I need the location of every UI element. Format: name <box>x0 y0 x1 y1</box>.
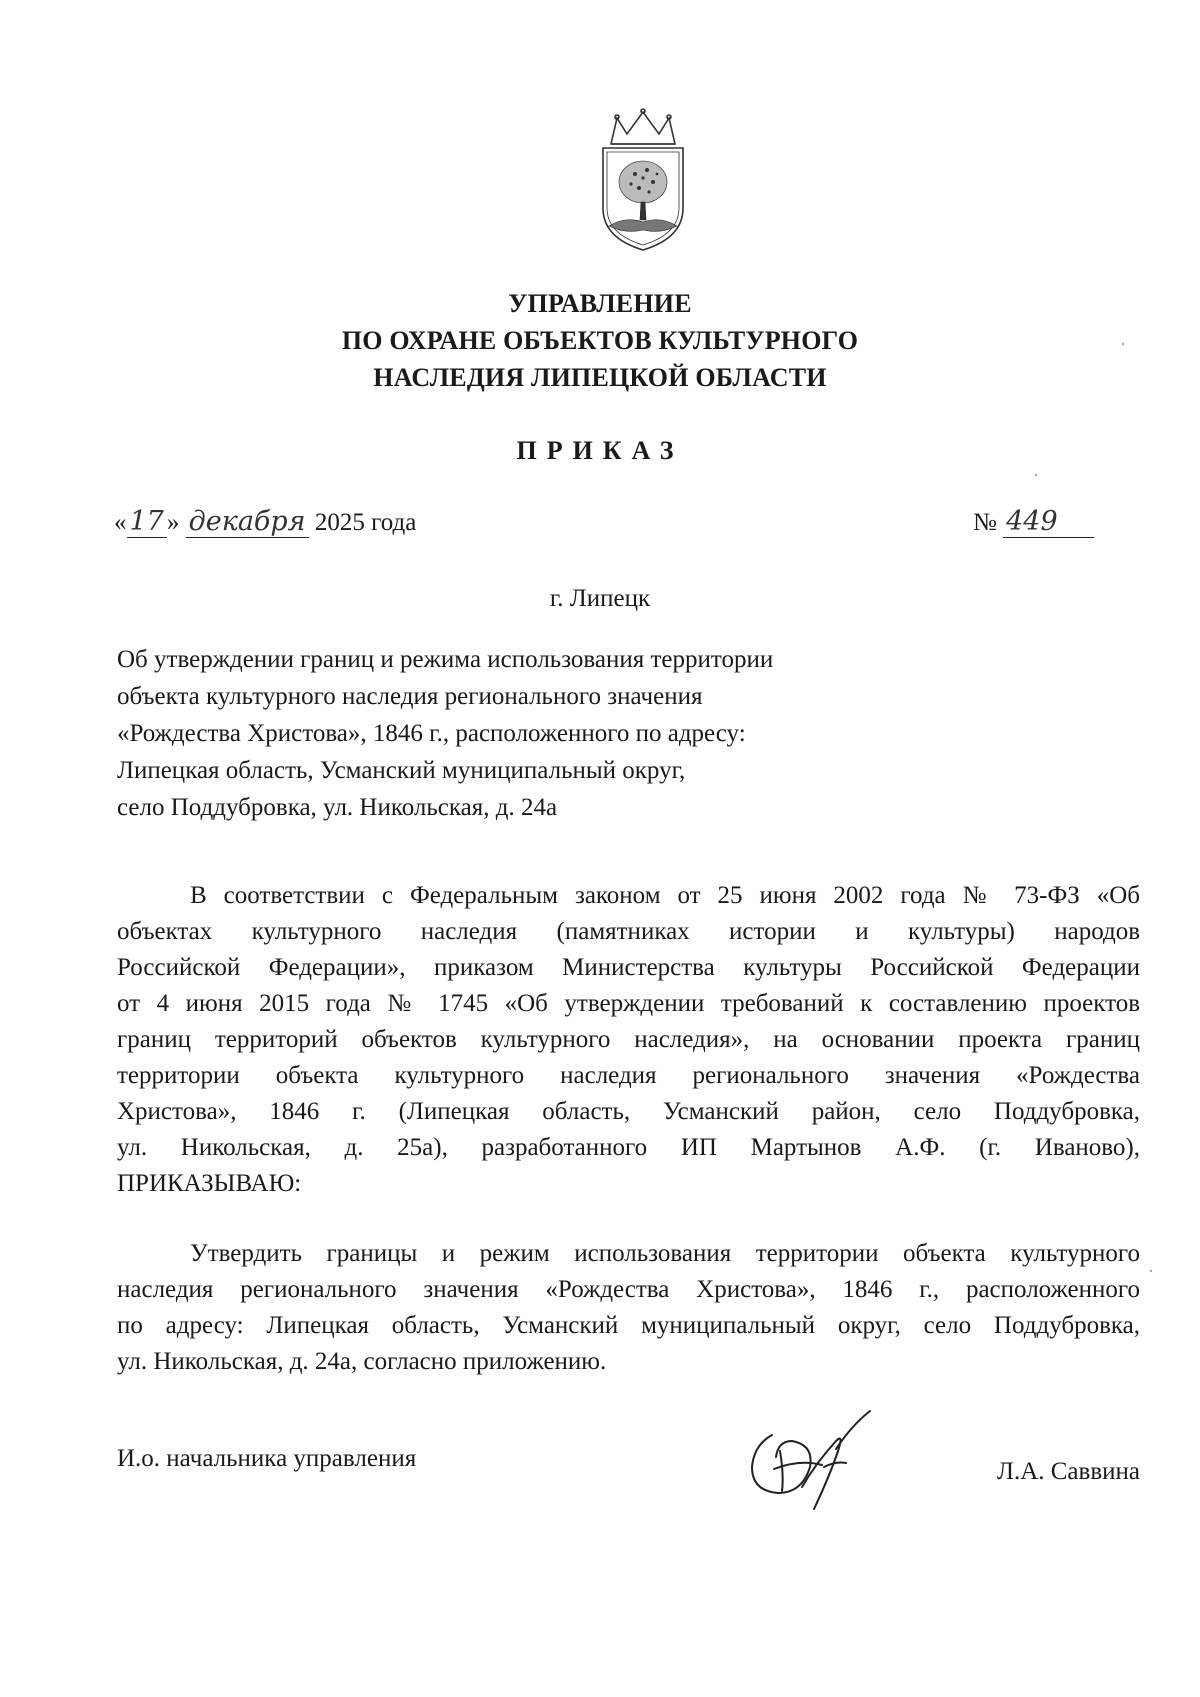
agency-name-line-2: ПО ОХРАНЕ ОБЪЕКТОВ КУЛЬТУРНОГО <box>341 326 859 355</box>
preamble-line: объектах культурного наследия (памятниках истории и культуры) народов <box>117 918 1140 945</box>
signatory-name: Л.А. Саввина <box>997 1458 1140 1485</box>
agency-name-line-3: НАСЛЕДИЯ ЛИПЕЦКОЙ ОБЛАСТИ <box>373 363 827 392</box>
subject-line: объекта культурного наследия регионального значения <box>117 683 703 710</box>
city-of-issue: г. Липецк <box>549 585 651 612</box>
preamble-line: В соответствии с Федеральным законом от 25 июня 2002 года № 73-ФЗ «Об <box>190 882 1140 909</box>
order-number <box>973 507 1094 538</box>
date-year: 2025 года <box>314 509 417 536</box>
number-sign: № <box>973 509 997 536</box>
order-text-line: по адресу: Липецкая область, Усманский муниципальный округ, село Поддубровка, <box>117 1312 1140 1339</box>
subject-line: Липецкая область, Усманский муниципальный округ, <box>117 757 686 784</box>
preamble-line: Христова», 1846 г. (Липецкая область, Усманский район, село Поддубровка, <box>117 1098 1140 1125</box>
preamble-line: ул. Никольская, д. 25а), разработанного ИП Мартынов А.Ф. (г. Иваново), <box>117 1134 1140 1161</box>
preamble-line: границ территорий объектов культурного наследия», на основании проекта границ <box>117 1026 1140 1053</box>
agency-name-line-1: УПРАВЛЕНИЕ <box>508 289 692 318</box>
date-day-handwritten: 17 <box>127 507 167 538</box>
preamble-line: территории объекта культурного наследия регионального значения «Рождества <box>117 1062 1140 1089</box>
preamble-line: Российской Федерации», приказом Министерства культуры Российской Федерации <box>117 954 1140 981</box>
subject-line: «Рождества Христова», 1846 г., расположенного по адресу: <box>117 720 746 747</box>
date-month-handwritten: декабря <box>186 507 309 538</box>
date-open-quote: « <box>114 509 127 536</box>
order-text-line: ул. Никольская, д. 24а, согласно приложению. <box>117 1348 607 1375</box>
scan-speck <box>1150 1270 1152 1272</box>
coat-of-arms-emblem <box>595 108 691 252</box>
order-date <box>114 507 416 538</box>
order-verb: ПРИКАЗЫВАЮ: <box>117 1170 302 1197</box>
order-text-line: Утвердить границы и режим использования территории объекта культурного <box>190 1240 1140 1267</box>
scan-speck <box>1122 343 1124 345</box>
order-text-line: наследия регионального значения «Рождества Христова», 1846 г., расположенного <box>117 1276 1140 1303</box>
date-close-quote: » <box>166 509 180 536</box>
signatory-position: И.о. начальника управления <box>117 1445 417 1472</box>
scan-speck <box>1035 474 1037 476</box>
preamble-line: от 4 июня 2015 года № 1745 «Об утверждении требований к составлению проектов <box>117 990 1140 1017</box>
document-type-title: ПРИКАЗ <box>516 436 684 465</box>
subject-line: Об утверждении границ и режима использования территории <box>117 646 774 673</box>
subject-line: село Поддубровка, ул. Никольская, д. 24а <box>117 794 558 821</box>
order-number-handwritten: 449 <box>1003 507 1094 538</box>
handwritten-signature <box>740 1405 880 1515</box>
